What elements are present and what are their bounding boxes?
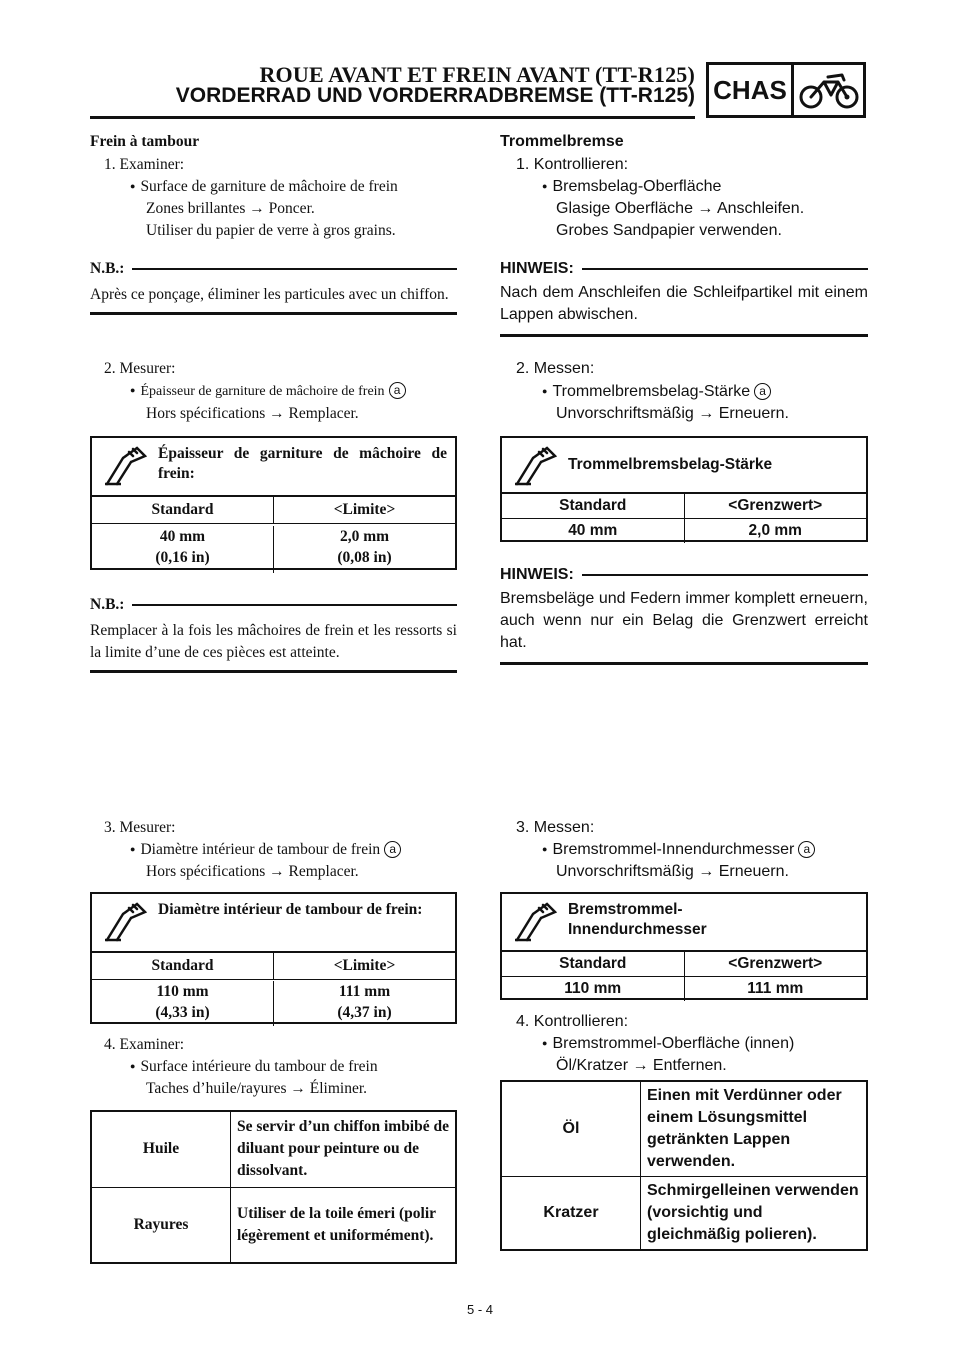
header-rule xyxy=(90,116,695,119)
section-label: CHAS xyxy=(709,65,794,115)
step4-fr: 4. Examiner: xyxy=(104,1036,185,1053)
note-label: HINWEIS: xyxy=(500,260,574,277)
spec-box-fr-1 xyxy=(90,436,457,570)
step1-fr: 1. Examiner: xyxy=(104,156,185,173)
step2-line1-de: Unvorschriftsmäßig → Erneuern. xyxy=(556,405,789,422)
spec-standard-value: 110 mm (4,33 in) xyxy=(155,983,210,1021)
spec-limit-value: 2,0 mm (0,08 in) xyxy=(273,526,455,573)
table-key: Rayures xyxy=(91,1187,231,1263)
spec-limit-value: 111 mm (4,37 in) xyxy=(273,981,455,1026)
step4-bullet-fr: ● Surface intérieure du tambour de frein xyxy=(130,1056,378,1079)
section-badge xyxy=(706,62,866,118)
note2-fr xyxy=(90,594,457,673)
spec-col-limit: <Limite> xyxy=(273,953,455,979)
spec-box-fr-2 xyxy=(90,892,457,1024)
caliper-icon xyxy=(502,438,568,492)
table-row xyxy=(501,1177,867,1251)
step3-line1-de: Unvorschriftsmäßig → Erneuern. xyxy=(556,863,789,880)
spec-standard-value: 110 mm xyxy=(564,980,622,997)
table-value: Se servir d’un chiffon imbibé de diluant pour peinture ou de dissolvant. xyxy=(231,1111,457,1187)
step4-line1-de: Öl/Kratzer → Entfernen. xyxy=(556,1057,727,1074)
spec-standard-value: 40 mm xyxy=(568,522,618,539)
caliper-icon xyxy=(502,894,568,950)
step1-bullet-de: ● Bremsbelag-Oberfläche xyxy=(542,176,721,199)
remedy-table-fr xyxy=(90,1110,457,1264)
step2-fr: 2. Mesurer: xyxy=(104,360,176,377)
spec-box-de-1 xyxy=(500,436,868,542)
step1-bullet-fr: ● Surface de garniture de mâchoire de frein xyxy=(130,176,398,199)
spec-title: Diamètre intérieur de tambour de frein: xyxy=(158,901,423,918)
step1-line1-de: Glasige Oberfläche → Anschleifen. xyxy=(556,200,805,217)
step1-line1-fr: Zones brillantes → Poncer. xyxy=(146,200,315,217)
spec-col-limit: <Limite> xyxy=(273,497,455,523)
heading-fr: Frein à tambour xyxy=(90,133,200,150)
page-number: 5 - 4 xyxy=(466,1302,493,1317)
table-value: Schmirgelleinen verwenden (vorsichtig und gleichmäßig polieren). xyxy=(641,1177,868,1251)
spec-standard-value: 40 mm (0,16 in) xyxy=(155,528,210,566)
note-text: Nach dem Anschleifen die Schleifpartikel mit einem Lappen abwischen. xyxy=(500,284,868,323)
note-label: N.B.: xyxy=(90,596,125,613)
note-label: HINWEIS: xyxy=(500,566,574,583)
spec-col-standard: Standard xyxy=(559,497,627,514)
step1-line2-de: Grobes Sandpapier verwenden. xyxy=(556,222,782,239)
table-value: Einen mit Verdünner oder einem Lösungsmittel getränkten Lappen verwenden. xyxy=(641,1081,868,1177)
note1-de xyxy=(500,258,868,337)
spec-limit-value: 111 mm xyxy=(684,977,867,1001)
note-text: Remplacer à la fois les mâchoires de frein et les ressorts si la limite d’une de ces pièces est atteinte. xyxy=(90,622,457,661)
spec-col-standard: Standard xyxy=(151,957,214,974)
spec-col-standard: Standard xyxy=(151,501,214,518)
header-title-de: VORDERRAD UND VORDERRADBREMSE (TT-R125) xyxy=(175,84,695,107)
step3-line1-fr: Hors spécifications → Remplacer. xyxy=(146,863,359,880)
table-row xyxy=(91,1187,456,1263)
table-row xyxy=(501,1081,867,1177)
step2-bullet-de: ● Trommelbremsbelag-Stärke a xyxy=(542,381,771,404)
spec-title: Trommelbremsbelag-Stärke xyxy=(568,456,773,473)
header-title-fr: ROUE AVANT ET FREIN AVANT (TT-R125) xyxy=(259,62,695,87)
remedy-table-de xyxy=(500,1080,868,1251)
step3-de: 3. Messen: xyxy=(516,819,595,836)
note-text: Bremsbeläge und Federn immer komplett erneuern, auch wenn nur ein Belag die Grenzwert erreicht hat. xyxy=(500,590,868,651)
step4-bullet-de: ● Bremstrommel-Oberfläche (innen) xyxy=(542,1033,794,1056)
table-row xyxy=(91,1111,456,1187)
spec-col-limit: <Grenzwert> xyxy=(684,952,867,976)
spec-title: Épaisseur de garniture de mâchoire de frein: xyxy=(158,445,447,482)
spec-title: Bremstrommel-Innendurchmesser xyxy=(568,901,707,938)
motorcycle-icon xyxy=(794,65,863,115)
note1-fr xyxy=(90,258,457,315)
note2-de xyxy=(500,564,868,665)
caliper-icon xyxy=(92,438,158,495)
spec-col-limit: <Grenzwert> xyxy=(684,494,867,518)
step4-line1-fr: Taches d’huile/rayures → Éliminer. xyxy=(146,1080,368,1097)
step3-fr: 3. Mesurer: xyxy=(104,819,176,836)
step4-de: 4. Kontrollieren: xyxy=(516,1013,629,1030)
table-key: Öl xyxy=(501,1081,641,1177)
table-key: Kratzer xyxy=(501,1177,641,1251)
spec-limit-value: 2,0 mm xyxy=(684,519,867,543)
spec-box-de-2 xyxy=(500,892,868,1000)
table-key: Huile xyxy=(91,1111,231,1187)
step1-de: 1. Kontrollieren: xyxy=(516,156,629,173)
step3-bullet-fr: ● Diamètre intérieur de tambour de frein a xyxy=(130,839,401,862)
step2-line1-fr: Hors spécifications → Remplacer. xyxy=(146,405,359,422)
spec-col-standard: Standard xyxy=(559,955,627,972)
step3-bullet-de: ● Bremstrommel-Innendurchmesser a xyxy=(542,839,815,862)
note-text: Après ce ponçage, éliminer les particules avec un chiffon. xyxy=(90,286,449,303)
step1-line2-fr: Utiliser du papier de verre à gros grains. xyxy=(146,222,396,239)
caliper-icon xyxy=(92,894,158,951)
heading-de: Trommelbremse xyxy=(500,133,624,150)
note-label: N.B.: xyxy=(90,260,125,277)
step2-de: 2. Messen: xyxy=(516,360,595,377)
step2-bullet-fr: ● Épaisseur de garniture de mâchoire de frein a xyxy=(130,381,406,403)
table-value: Utiliser de la toile émeri (polir légèrement et uniformément). xyxy=(231,1187,457,1263)
